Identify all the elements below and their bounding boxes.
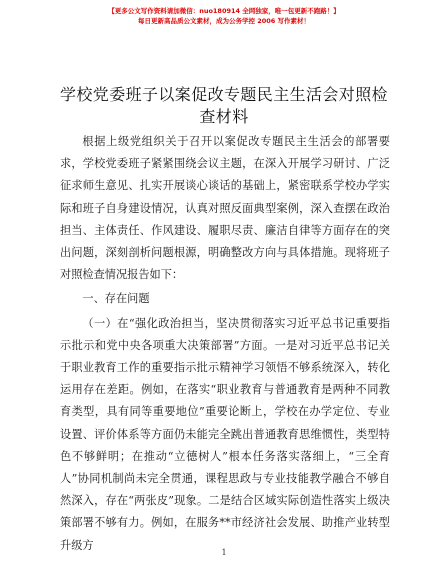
- promo-banner-line-1: 【更多公文写作资料请加微信：nuo180914 全网独家，唯一包更新不跑路！】: [108, 7, 340, 15]
- document-title: [60, 84, 388, 128]
- document-body: [60, 131, 390, 557]
- problem-paragraph: （一）在“强化政治担当，坚决贯彻落实习近平总书记重要指示批示和党中央各项重大决策部署”方面。一是对习近平总书记关于职业教育工作的重要指示批示精神学习领悟不够系统深入，转化运用存在差距。例如，在落实“职业教育与普通教育是两种不同教育类型，具有同等重要地位”重要论断上，学校在办学定位、专业设置、评价体系等方面仍未能完全跳出普通教育思维惯性，类型特色不够鲜明；在推动“立德树人”根本任务落实落细上，“三全育人”协同机制尚未完全贯通，课程思政与专业技能教学融合不够自然深入，存在“两张皮”现象。二是结合区域实际创造性落实上级决策部署不够有力。例如，在服务**市经济社会发展、助推产业转型升级方: [60, 316, 390, 552]
- intro-paragraph: 根据上级党组织关于召开以案促改专题民主生活会的部署要求，学校党委班子紧紧围绕会议主题，在深入开展学习研讨、广泛征求师生意见、扎实开展谈心谈话的基础上，紧密联系学校办学实际和班子自身建设情况，认真对照反面典型案例，深入查摆在政治担当、主体责任、作风建设、履职尽责、廉洁自律等方面存在的突出问题，深刻剖析问题根源，明确整改方向与具体措施。现将班子对照检查情况报告如下：: [60, 135, 390, 282]
- promo-banner-line-2: 每日更新高品质公文素材，成为公务学控 2006 写作素材！: [137, 17, 311, 25]
- document-title-line-2: 查材料: [199, 107, 249, 126]
- document-title-line-1: 学校党委班子以案促改专题民主生活会对照检: [60, 85, 389, 104]
- promo-banner: [0, 6, 448, 26]
- page-number: 1: [221, 548, 227, 557]
- section-heading: 一、存在问题: [82, 292, 150, 306]
